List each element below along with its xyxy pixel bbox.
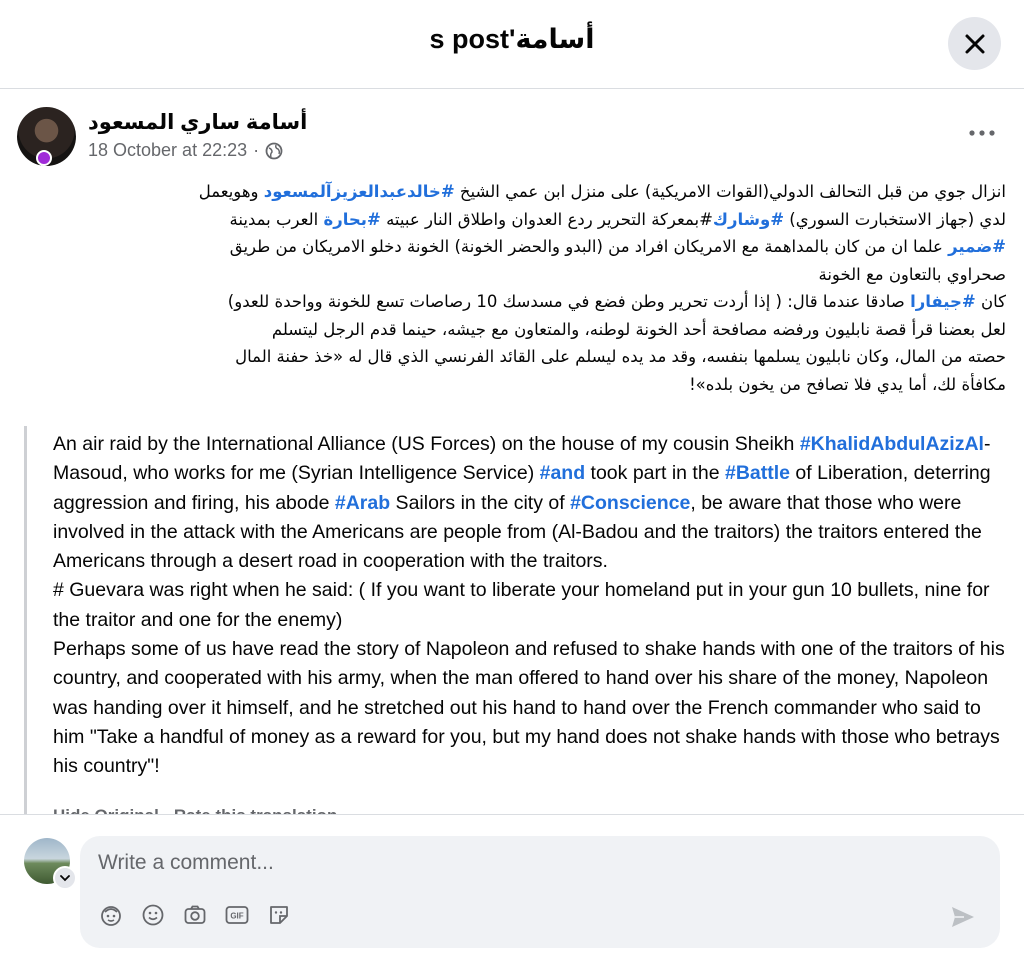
comment-tools: [98, 902, 292, 928]
post-original-text: [16, 178, 1006, 398]
gif-button[interactable]: [224, 902, 250, 928]
hashtag-link[interactable]: #وشارك: [712, 209, 785, 229]
text-line: لعل بعضنا قرأ قصة نابليون ورفضه مصافحة أحد الخونة لوطنه، والمتعاون مع جيشه، حينما قدم الرجل ليتسلم: [271, 319, 1006, 339]
svg-text:GIF: GIF: [230, 911, 244, 921]
globe-icon: [265, 142, 283, 160]
avatar-sticker-icon: [99, 903, 123, 927]
dialog-title: s post'أسامة: [429, 24, 595, 54]
translation-paragraph: Perhaps some of us have read the story of Napoleon and refused to shake hands with one of the traitors of his country, and cooperated with his army, when the man offered to hand over his share of the money, Napoleon was handing over it himself, and he stretched out his hand to hand over the French commander who said to him "Take a handful of money as a reward for you, but my hand does not shake hands with those who betrays his country"!: [53, 638, 1005, 778]
hashtag-link[interactable]: #Arab: [334, 491, 391, 514]
photo-button[interactable]: [182, 902, 208, 928]
translation-quote-bar: [24, 426, 27, 814]
hashtag-link[interactable]: #Battle: [724, 462, 790, 485]
hashtag-link[interactable]: #ضمير: [948, 237, 1006, 256]
text-line: كان #جيفارا صادقا عندما قال: ( إذا أردت تحرير وطن فضع في مسدسك 10 رصاصات تسع للخونة وواحدة للعدو): [227, 292, 1006, 311]
text-line: صحراوي بالتعاون مع الخونة: [818, 264, 1006, 284]
author-name[interactable]: أسامة ساري المسعود: [88, 111, 308, 134]
avatar-status-badge: [36, 150, 52, 166]
hashtag-link[interactable]: #خالدعبدالعزيزآلمسعود: [263, 182, 455, 201]
close-icon[interactable]: [964, 33, 986, 55]
post-meta: [88, 140, 283, 161]
sticker-button[interactable]: [266, 902, 292, 928]
translation-paragraph: # Guevara was right when he said: ( If you want to liberate your homeland put in your gun 10 bullets, nine for the traitor and one for the enemy): [53, 579, 990, 631]
post-timestamp[interactable]: 18 October at 22:23: [88, 140, 248, 160]
comment-box: [80, 836, 1000, 948]
text-line: انزال جوي من قبل التحالف الدولي(القوات الامريكية) على منزل ابن عمي الشيخ #خالدعبدالعزيزآلمسعود وهويعمل: [198, 182, 1006, 201]
hashtag-link[interactable]: #Conscience: [570, 491, 691, 514]
more-icon[interactable]: [968, 129, 996, 137]
avatar-sticker-button[interactable]: [98, 902, 124, 928]
chevron-down-icon: [60, 875, 70, 882]
gif-icon: [225, 903, 249, 927]
hashtag-link[interactable]: #بحارة: [323, 209, 381, 229]
emoji-button[interactable]: [140, 902, 166, 928]
camera-icon: [183, 903, 207, 927]
more-options-button[interactable]: [962, 118, 1002, 148]
meta-separator: ·: [253, 140, 260, 160]
close-button[interactable]: [948, 17, 1001, 70]
send-button[interactable]: [948, 902, 978, 932]
text-line: لدي (جهاز الاستخبارت السوري) #وشارك#بمعركة التحرير ردع العدوان واطلاق النار عبيته #بحارة العرب بمدينة: [229, 209, 1006, 229]
text-line: #ضمير علما ان من كان بالمداهمة مع الامريكان افراد من (البدو والحضر الخونة) الخونة دخلو الامريكان من طريق: [229, 237, 1006, 256]
hashtag-link[interactable]: #KhalidAbdulAzizAl: [799, 433, 984, 455]
sticker-icon: [267, 903, 291, 927]
emoji-icon: [141, 903, 165, 927]
hashtag-link[interactable]: #جيفارا: [910, 292, 976, 311]
profile-switch-button[interactable]: [53, 866, 77, 890]
text-line: حصته من المال، وكان نابليون يسلمها بنفسه، وقد مد يده ليسلم على القائد الفرنسي الذي قال له «خذ حفنة المال: [235, 347, 1006, 366]
comment-input[interactable]: [96, 846, 960, 880]
hashtag-link[interactable]: #and: [539, 462, 586, 485]
text-line: مكافأة لك، أما يدي فلا تصافح من يخون بلده»!: [689, 374, 1006, 394]
translation-paragraph: An air raid by the International Alliance (US Forces) on the house of my cousin Sheikh #KhalidAbdulAzizAl-Masoud, who works for me (Syrian Intelligence Service) #and took part in the #Battle of Liberation, deterring aggression and firing, his abode #Arab Sailors in the city of #Conscience, be aware that those who were involved in the attack with the Americans are people from (Al-Badou and the traitors) the traitors entered the Americans through a desert road in cooperation with the traitors.: [53, 433, 991, 573]
send-icon: [950, 905, 976, 929]
post-translation: [53, 430, 1008, 782]
dialog-header: [0, 0, 1024, 89]
